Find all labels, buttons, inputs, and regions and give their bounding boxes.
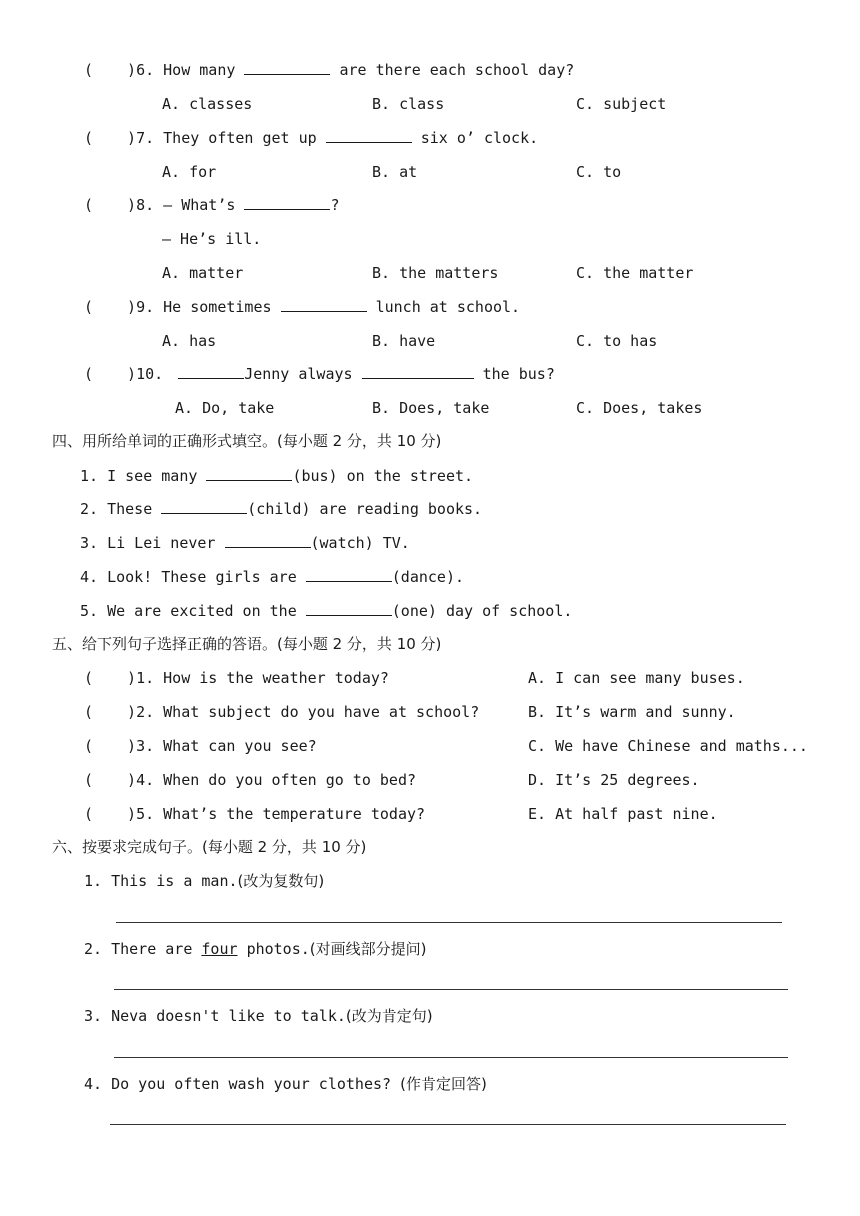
rewrite-item-1: 1. This is a man.(改为复数句) (84, 872, 325, 890)
match-question-2: ( )2. What subject do you have at school? (84, 703, 480, 721)
answer-blank[interactable] (281, 297, 367, 312)
question-text: six o’ clock. (420, 129, 539, 147)
fill-item-1: 1. I see many (bus) on the street. (80, 467, 474, 485)
answer-blank[interactable] (306, 601, 392, 616)
fill-item-3: 3. Li Lei never (watch) TV. (80, 534, 410, 552)
answer-blank[interactable] (161, 499, 247, 514)
rewrite-item-2: 2. There are four photos.(对画线部分提问) (84, 940, 427, 958)
answer-paren[interactable]: ( (84, 771, 94, 789)
question-number: 8. (136, 196, 155, 214)
option-b[interactable]: B. the matters (372, 264, 499, 282)
option-b[interactable]: B. have (372, 332, 436, 350)
question-text: lunch at school. (375, 298, 521, 316)
option-b[interactable]: B. class (372, 95, 445, 113)
answer-blank[interactable] (306, 567, 392, 582)
question-number: 9. (136, 298, 155, 316)
answer-line[interactable] (114, 1057, 788, 1058)
section4-heading: 四、用所给单词的正确形式填空。(每小题 2 分，共 10 分) (52, 432, 442, 450)
option-c[interactable]: C. to has (576, 332, 658, 350)
question-text: How many (163, 61, 236, 79)
answer-paren[interactable]: ( (84, 669, 94, 687)
option-a[interactable]: A. has (162, 332, 217, 350)
dialogue-reply: — He’s ill. (162, 230, 262, 248)
answer-paren[interactable]: ( (84, 61, 94, 79)
answer-line[interactable] (114, 989, 788, 990)
underlined-word: four (201, 940, 238, 958)
answer-line[interactable] (110, 1124, 786, 1125)
fill-item-5: 5. We are excited on the (one) day of school. (80, 602, 573, 620)
question-text: the bus? (482, 365, 555, 383)
answer-paren[interactable]: ( (84, 365, 94, 383)
answer-paren[interactable]: ( (84, 805, 94, 823)
question-number: 10. (136, 365, 164, 383)
match-answer-a: A. I can see many buses. (528, 669, 745, 687)
rewrite-item-3: 3. Neva doesn't like to talk.(改为肯定句) (84, 1007, 433, 1025)
match-answer-b: B. It’s warm and sunny. (528, 703, 736, 721)
option-a[interactable]: A. matter (162, 264, 244, 282)
mc-q6: ( )6. How many are there each school day? (84, 61, 575, 79)
question-text: They often get up (163, 129, 317, 147)
answer-paren[interactable]: ( (84, 196, 94, 214)
option-a[interactable]: A. classes (162, 95, 253, 113)
answer-paren[interactable]: ( (84, 737, 94, 755)
fill-item-2: 2. These (child) are reading books. (80, 500, 483, 518)
mc-q9: ( )9. He sometimes lunch at school. (84, 298, 521, 316)
mc-q8: ( )8. — What’s ? (84, 196, 340, 214)
option-c[interactable]: C. subject (576, 95, 667, 113)
match-answer-d: D. It’s 25 degrees. (528, 771, 700, 789)
question-text: Jenny always (244, 365, 353, 383)
answer-paren[interactable]: ( (84, 129, 94, 147)
answer-paren[interactable]: ( (84, 703, 94, 721)
answer-blank[interactable] (178, 364, 244, 379)
question-text: are there each school day? (339, 61, 575, 79)
match-question-5: ( )5. What’s the temperature today? (84, 805, 426, 823)
answer-blank[interactable] (225, 533, 311, 548)
answer-line[interactable] (116, 922, 782, 923)
option-b[interactable]: B. Does, take (372, 399, 490, 417)
option-b[interactable]: B. at (372, 163, 418, 181)
mc-q7: ( )7. They often get up six o’ clock. (84, 129, 539, 147)
answer-blank[interactable] (326, 128, 412, 143)
option-c[interactable]: C. Does, takes (576, 399, 703, 417)
match-question-4: ( )4. When do you often go to bed? (84, 771, 417, 789)
answer-blank[interactable] (244, 195, 330, 210)
option-a[interactable]: A. Do, take (175, 399, 275, 417)
section5-heading: 五、给下列句子选择正确的答语。(每小题 2 分，共 10 分) (52, 635, 442, 653)
match-question-1: ( )1. How is the weather today? (84, 669, 389, 687)
answer-blank[interactable] (206, 466, 292, 481)
question-text: He sometimes (163, 298, 272, 316)
answer-blank[interactable] (244, 60, 330, 75)
section6-heading: 六、按要求完成句子。(每小题 2 分，共 10 分) (52, 838, 367, 856)
rewrite-item-4: 4. Do you often wash your clothes? (作肯定回答) (84, 1075, 487, 1093)
answer-paren[interactable]: ( (84, 298, 94, 316)
question-number: 7. (136, 129, 155, 147)
option-c[interactable]: C. to (576, 163, 622, 181)
match-question-3: ( )3. What can you see? (84, 737, 317, 755)
question-text: — What’s (163, 196, 236, 214)
option-a[interactable]: A. for (162, 163, 217, 181)
option-c[interactable]: C. the matter (576, 264, 694, 282)
match-answer-e: E. At half past nine. (528, 805, 718, 823)
mc-q10: ( )10. Jenny always the bus? (84, 365, 555, 383)
question-number: 6. (136, 61, 155, 79)
match-answer-c: C. We have Chinese and maths... (528, 737, 808, 755)
answer-blank[interactable] (362, 364, 474, 379)
fill-item-4: 4. Look! These girls are (dance). (80, 568, 465, 586)
